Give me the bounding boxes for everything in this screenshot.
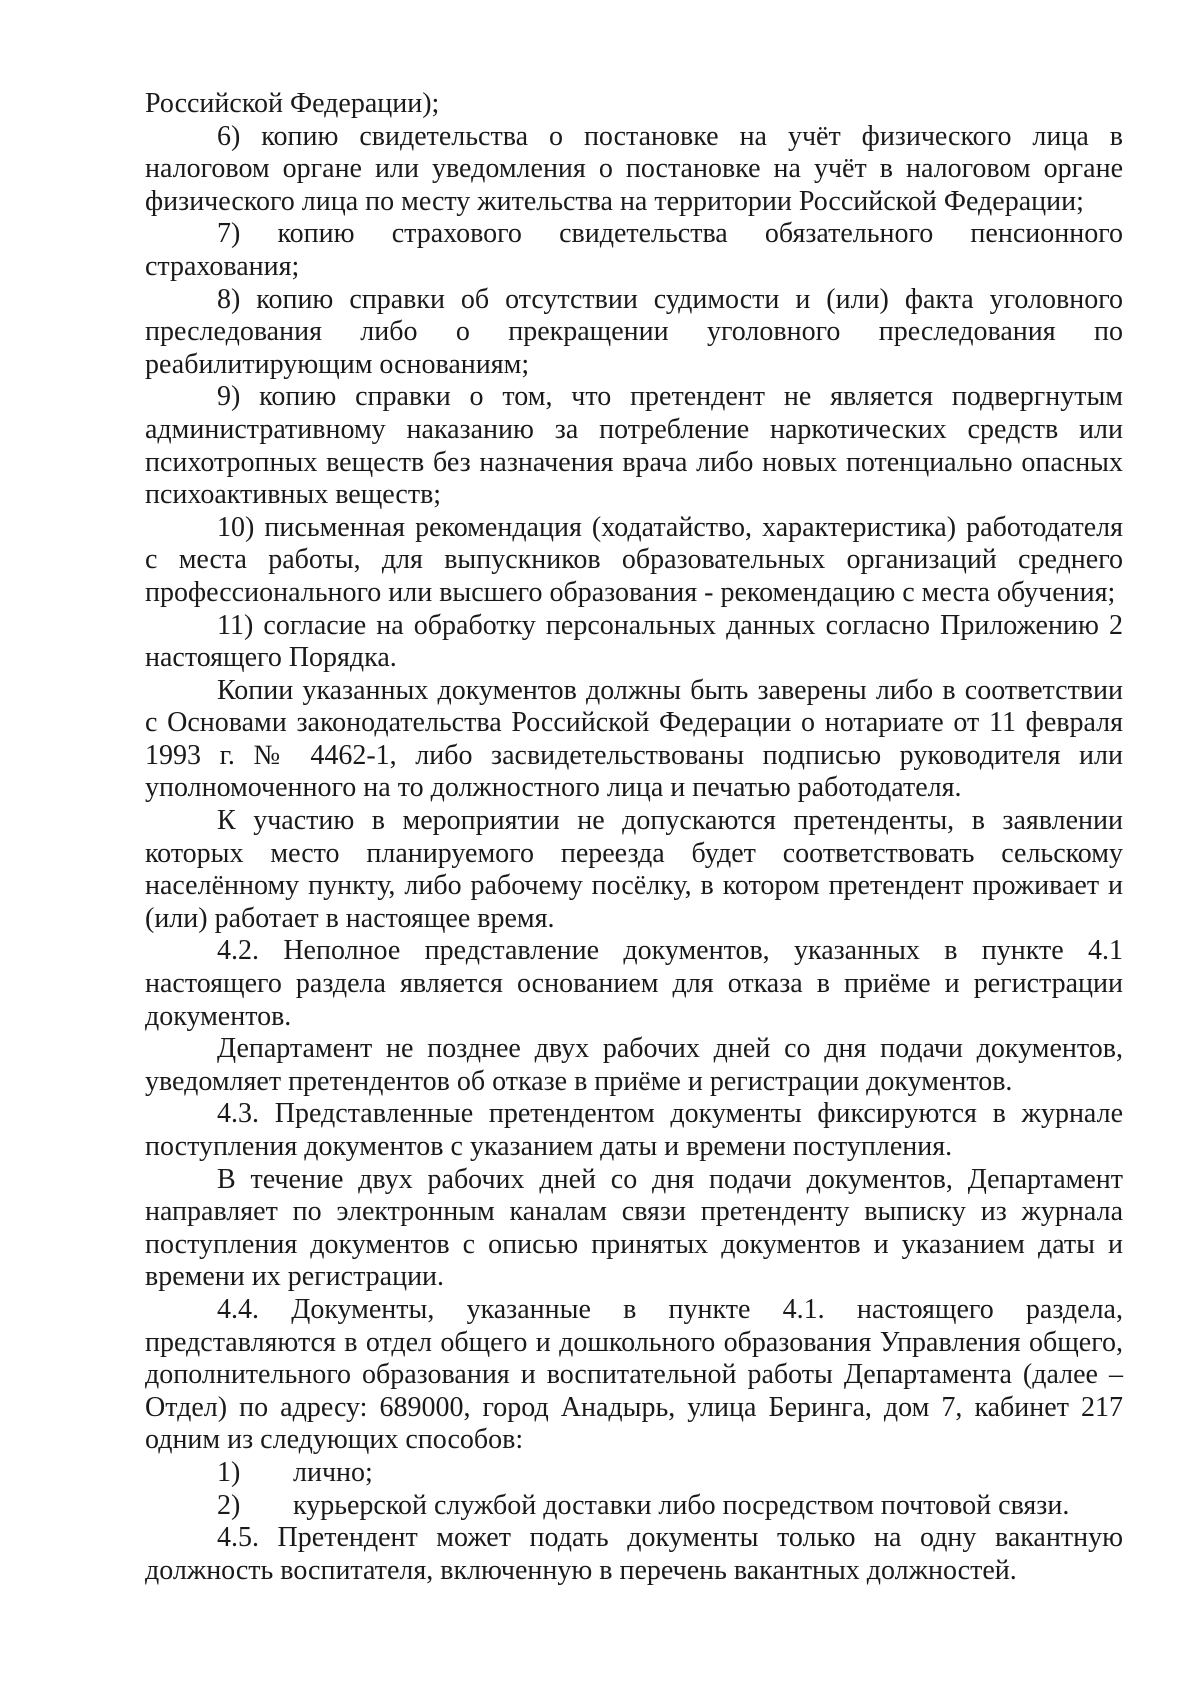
list-item-11: 11) согласие на обработку персональных данных согласно Приложению 2 настоящего Порядка. — [145, 609, 1123, 674]
list-item-10: 10) письменная рекомендация (ходатайство, характеристика) работодателя с места работы, для выпускников образовательных организаций среднего профессионального или высшего образования - рекомендацию с места обучения; — [145, 511, 1123, 608]
list-item-9: 9) копию справки о том, что претендент не является подвергнутым административному наказанию за потребление наркотических средств или психотропных веществ без назначения врача либо новых потенциально опасных психоактивных веществ; — [145, 381, 1123, 511]
paragraph-participation: К участию в мероприятии не допускаются претенденты, в заявлении которых место планируемого переезда будет соответствовать сельскому населённому пункту, либо рабочему посёлку, в котором претендент проживает и (или) работает в настоящее время. — [145, 805, 1123, 934]
method-2-text: курьерской службой доставки либо посредством почтовой связи. — [293, 1489, 1070, 1521]
paragraph-within-two-days: В течение двух рабочих дней со дня подачи документов, Департамент направляет по электронным каналам связи претенденту выписку из журнала поступления документов с описью принятых документов и указанием даты и времени их регистрации. — [145, 1163, 1123, 1293]
method-item-2 — [145, 1490, 1123, 1523]
list-item-8: 8) копию справки об отсутствии судимости и (или) факта уголовного преследования либо о прекращении уголовного преследования по реабилитирующим основаниям; — [145, 283, 1123, 380]
document-page — [145, 88, 1123, 1587]
list-item-7: 7) копию страхового свидетельства обязательного пенсионного страхования; — [145, 218, 1123, 282]
paragraph-4-5: 4.5. Претендент может подать документы только на одну вакантную должность воспитателя, включенную в перечень вакантных должностей. — [145, 1522, 1123, 1586]
method-1-text: лично; — [293, 1456, 373, 1488]
method-1-number: 1) — [217, 1456, 241, 1488]
paragraph-4-3: 4.3. Представленные претендентом документы фиксируются в журнале поступления документов с указанием даты и времени поступления. — [145, 1098, 1123, 1162]
list-item-6: 6) копию свидетельства о постановке на учёт физического лица в налоговом органе или уведомления о постановке на учёт в налоговом органе физического лица по месту жительства на территории Российской Федерации; — [145, 120, 1123, 217]
continuation-line: Российской Федерации); — [145, 88, 440, 119]
paragraph-4-2: 4.2. Неполное представление документов, указанных в пункте 4.1 настоящего раздела является основанием для отказа в приёме и регистрации документов. — [145, 935, 1123, 1032]
method-item-1 — [145, 1457, 1123, 1490]
paragraph-copies: Копии указанных документов должны быть заверены либо в соответствии с Основами законодательства Российской Федерации о нотариате от 11 февраля 1993 г. № 4462-1, либо засвидетельствованы подписью руководителя или уполномоченного на то должностного лица и печатью работодателя. — [145, 674, 1123, 804]
paragraph-4-4: 4.4. Документы, указанные в пункте 4.1. настоящего раздела, представляются в отдел общего и дошкольного образования Управления общего, дополнительного образования и воспитательной работы Департамента (далее – Отдел) по адресу: 689000, город Анадырь, улица Беринга, дом 7, кабинет 217 одним из следующих способов: — [145, 1293, 1123, 1456]
paragraph-department: Департамент не позднее двух рабочих дней со дня подачи документов, уведомляет претендентов об отказе в приёме и регистрации документов. — [145, 1033, 1123, 1097]
method-2-number: 2) — [217, 1489, 241, 1521]
